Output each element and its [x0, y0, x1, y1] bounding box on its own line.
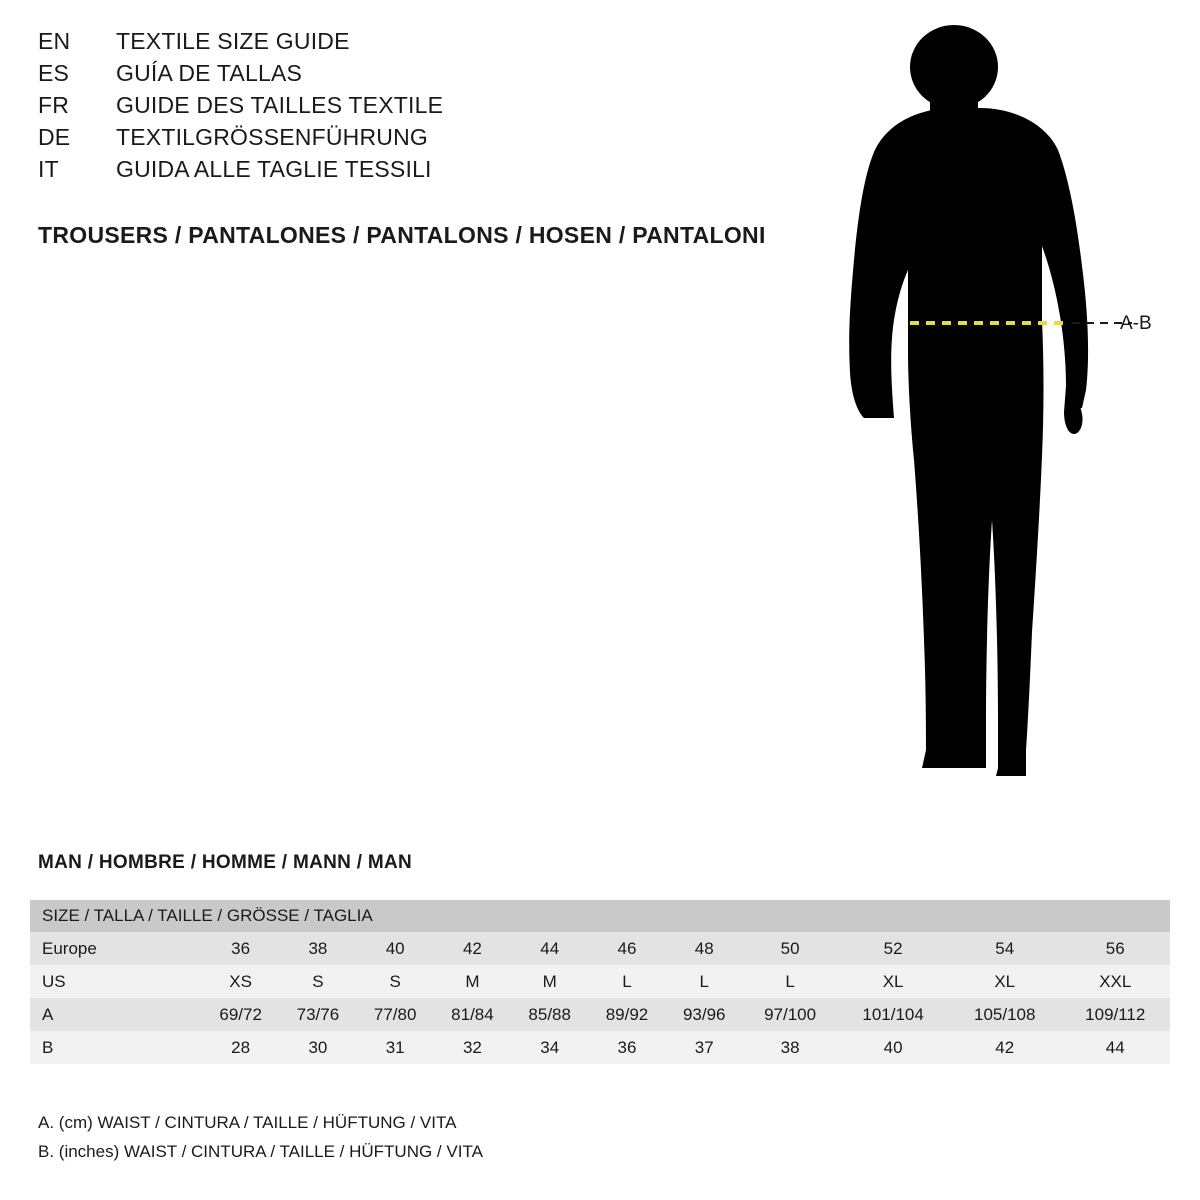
cell: 40 [357, 932, 434, 965]
cell: 38 [279, 932, 356, 965]
language-text-es: GUÍA DE TALLAS [116, 60, 303, 86]
row-label-b: B [30, 1031, 202, 1064]
cell: 54 [949, 932, 1061, 965]
cell: L [666, 965, 743, 998]
cell: S [357, 965, 434, 998]
cell: L [743, 965, 837, 998]
cell: 30 [279, 1031, 356, 1064]
cell: S [279, 965, 356, 998]
man-silhouette-icon [849, 25, 1088, 776]
language-text-it: GUIDA ALLE TAGLIE TESSILI [116, 156, 432, 182]
cell: 50 [743, 932, 837, 965]
cell: 97/100 [743, 998, 837, 1031]
language-header-block [38, 28, 798, 188]
waist-measure-label: A-B [1120, 313, 1152, 334]
cell: M [511, 965, 588, 998]
language-row-en [38, 28, 798, 60]
footnotes [38, 1108, 483, 1166]
language-row-es [38, 60, 798, 92]
cell: 32 [434, 1031, 511, 1064]
cell: 93/96 [666, 998, 743, 1031]
cell: 77/80 [357, 998, 434, 1031]
garment-subject-title: TROUSERS / PANTALONES / PANTALONS / HOSEN / PANTALONI [38, 222, 766, 248]
cell: 40 [837, 1031, 949, 1064]
cell: 52 [837, 932, 949, 965]
cell: 42 [434, 932, 511, 965]
cell: 89/92 [588, 998, 665, 1031]
cell: XL [837, 965, 949, 998]
cell: 38 [743, 1031, 837, 1064]
cell: 36 [588, 1031, 665, 1064]
cell: M [434, 965, 511, 998]
size-table [30, 900, 1170, 1064]
table-row [30, 998, 1170, 1031]
language-row-de [38, 124, 798, 156]
cell: 36 [202, 932, 279, 965]
cell: 44 [511, 932, 588, 965]
cell: 48 [666, 932, 743, 965]
cell: 28 [202, 1031, 279, 1064]
footnote-a: A. (cm) WAIST / CINTURA / TAILLE / HÜFTUNG / VITA [38, 1113, 457, 1132]
table-row [30, 1031, 1170, 1064]
language-code-fr: FR [38, 92, 70, 118]
cell: 46 [588, 932, 665, 965]
row-label-us: US [30, 965, 202, 998]
cell: 31 [357, 1031, 434, 1064]
cell: 34 [511, 1031, 588, 1064]
cell: 81/84 [434, 998, 511, 1031]
footnote-b: B. (inches) WAIST / CINTURA / TAILLE / HÜFTUNG / VITA [38, 1142, 483, 1161]
language-text-en: TEXTILE SIZE GUIDE [116, 28, 350, 54]
language-text-de: TEXTILGRÖSSENFÜHRUNG [116, 124, 428, 150]
table-row [30, 965, 1170, 998]
cell: 73/76 [279, 998, 356, 1031]
cell: 101/104 [837, 998, 949, 1031]
table-row [30, 932, 1170, 965]
cell: XL [949, 965, 1061, 998]
language-row-fr [38, 92, 798, 124]
table-section-title: MAN / HOMBRE / HOMME / MANN / MAN [38, 852, 413, 873]
cell: 109/112 [1061, 998, 1170, 1031]
language-text-fr: GUIDE DES TAILLES TEXTILE [116, 92, 444, 118]
language-code-en: EN [38, 28, 71, 54]
cell: 56 [1061, 932, 1170, 965]
language-code-it: IT [38, 156, 59, 182]
cell: 85/88 [511, 998, 588, 1031]
cell: 42 [949, 1031, 1061, 1064]
cell: 37 [666, 1031, 743, 1064]
language-row-it [38, 156, 798, 188]
language-code-de: DE [38, 124, 71, 150]
cell: XS [202, 965, 279, 998]
cell: 105/108 [949, 998, 1061, 1031]
cell: L [588, 965, 665, 998]
table-header-row [30, 900, 1170, 932]
cell: 69/72 [202, 998, 279, 1031]
cell: 44 [1061, 1031, 1170, 1064]
row-label-a: A [30, 998, 202, 1031]
cell: XXL [1061, 965, 1170, 998]
table-header-label: SIZE / TALLA / TAILLE / GRÖSSE / TAGLIA [30, 900, 1170, 932]
size-table-wrapper [30, 900, 1170, 1064]
row-label-europe: Europe [30, 932, 202, 965]
language-code-es: ES [38, 60, 70, 86]
silhouette-figure [790, 20, 1190, 810]
